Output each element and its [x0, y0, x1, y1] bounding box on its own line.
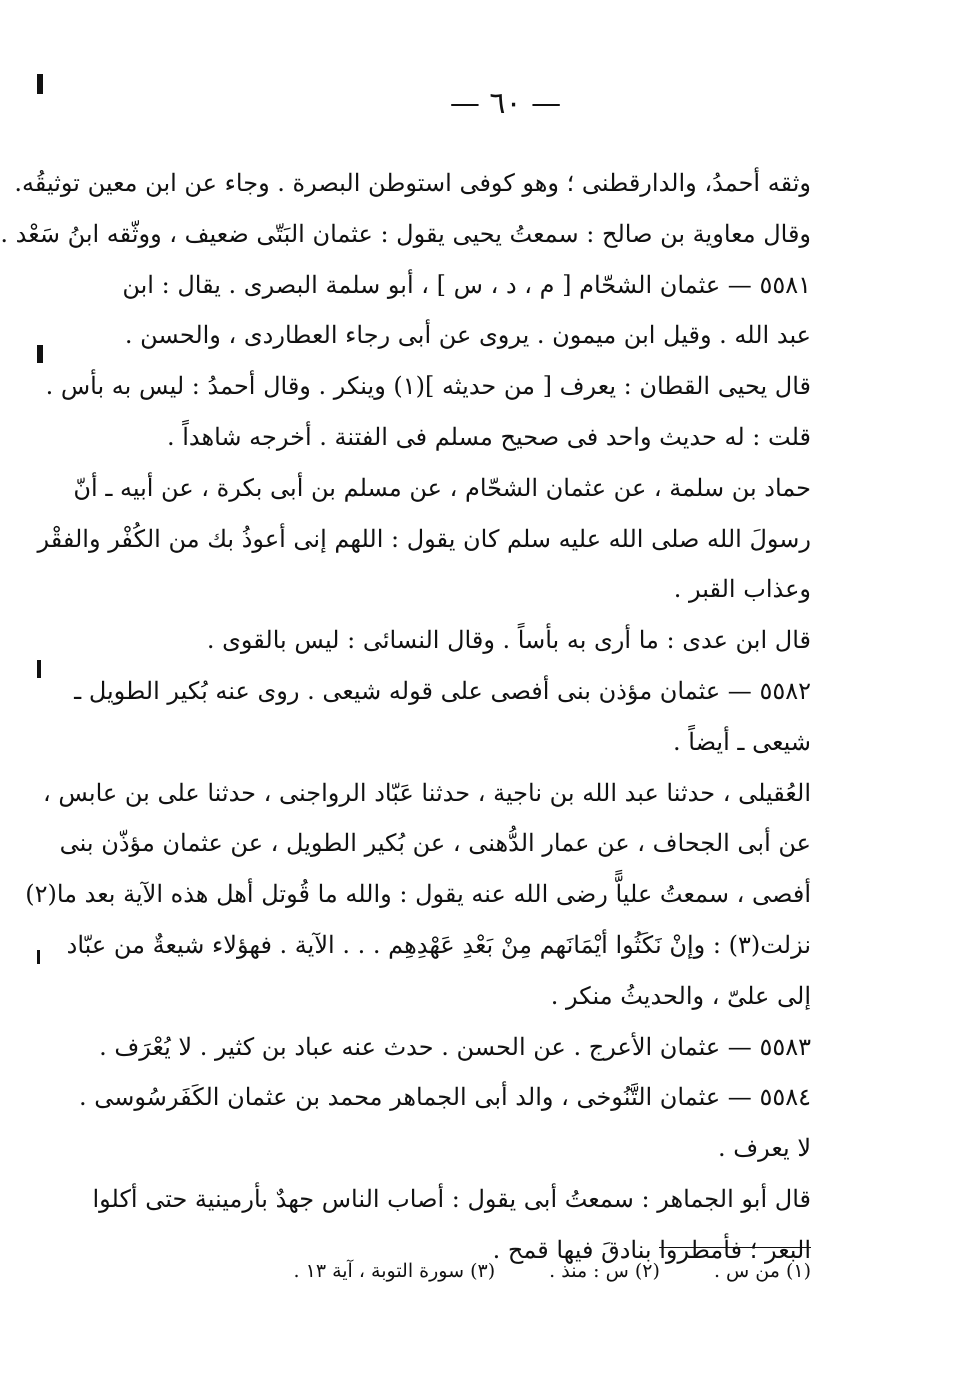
scan-edge-mark	[37, 74, 43, 94]
text-line: عن أبى الجحاف ، عن عمار الدُّهنى ، عن بُكير الطويل ، عن عثمان مؤذّن بنى	[59, 829, 811, 858]
footnote-2: (٢) س : منذ .	[549, 1260, 660, 1282]
text-line: أفصى ، سمعتُ علياًّ رضى الله عنه يقول : والله ما قُوتل أهل هذه الآية بعد ما(٢)	[25, 880, 811, 909]
text-line: لا يعرف .	[718, 1134, 811, 1163]
text-line: قال ابن عدى : ما أرى به بأساً . وقال النسائى : ليس بالقوى .	[206, 626, 811, 655]
entry-5582-heading: ٥٥٨٢ — عثمان مؤذن بنى أفصى على قوله شيعى . روى عنه بُكير الطويل ـ	[74, 676, 811, 705]
entry-5581-heading: ٥٥٨١ — عثمان الشحّام [ م ، د ، س ] ، أبو سلمة البصرى . يقال : ابن	[122, 270, 811, 299]
text-line: عبد الله . وقيل ابن ميمون . يروى عن أبى رجاء العطاردى ، والحسن .	[124, 321, 811, 350]
page-number: — ٦٠ —	[449, 86, 562, 121]
main-text	[0, 158, 811, 1276]
text-line: وعذاب القبر .	[673, 575, 811, 604]
scan-edge-mark	[37, 950, 40, 964]
footnote-1: (١) من س .	[713, 1260, 811, 1282]
text-line: حماد بن سلمة ، عن عثمان الشحّام ، عن مسلم بن أبى بكرة ، عن أبيه ـ أنّ	[73, 473, 811, 502]
text-line: نزلت(٣) : وإنْ نَكَثُوا أيْمَانَهم مِنْ بَعْدِ عَهْدِهِم . . . الآية . فهؤلاء شيعةٌ من عبّاد	[66, 930, 811, 959]
footnotes	[139, 1253, 811, 1289]
footnote-3: (٣) سورة التوبة ، آية ١٣ .	[293, 1260, 496, 1282]
text-line: البعر ؛ فأمطروا بنادقَ فيها قمح .	[492, 1235, 811, 1264]
entry-5583-heading: ٥٥٨٣ — عثمان الأعرج . عن الحسن . حدث عنه عباد بن كثير . لا يُعْرَف .	[99, 1032, 811, 1061]
text-line: وقال معاوية بن صالح : سمعتُ يحيى يقول : عثمان البَتّى ضعيف ، ووثّقه ابنُ سَعْد .	[0, 219, 811, 248]
text-line: قال أبو الجماهر : سمعتُ أبى يقول : أصاب الناس جهدٌ بأرمينية حتى أكلوا	[92, 1184, 811, 1213]
text-line: إلى علىّ ، والحديثُ منكر .	[550, 981, 811, 1010]
scan-edge-mark	[37, 660, 41, 678]
text-line: رسولَ الله صلى الله عليه سلم كان يقول : اللهم إنى أعوذُ بك من الكُفْر والفقْر	[37, 524, 811, 553]
text-line: وثقه أحمدُ، والدارقطنى ؛ وهو كوفى استوطن البصرة . وجاء عن ابن معين توثيقُه.	[14, 169, 811, 197]
entry-5584-heading: ٥٥٨٤ — عثمان التَّنُوخى ، والد أبى الجماهر محمد بن عثمان الكَفَرسُوسى .	[78, 1083, 811, 1112]
text-line: شيعى ـ أيضاً .	[673, 727, 811, 756]
text-line: العُقيلى ، حدثنا عبد الله بن ناجية ، حدثنا عَبّاد الرواجنى ، حدثنا على بن عابس ،	[42, 778, 811, 807]
footnote-divider	[659, 1247, 811, 1248]
text-line: قلت : له حديث واحد فى صحيح مسلم فى الفتنة . أخرجه شاهداً .	[166, 422, 811, 451]
text-line: قال يحيى القطان : يعرف [ من حديثه ](١) وينكر . وقال أحمدُ : ليس به بأس .	[45, 372, 811, 401]
scan-edge-mark	[37, 345, 43, 363]
